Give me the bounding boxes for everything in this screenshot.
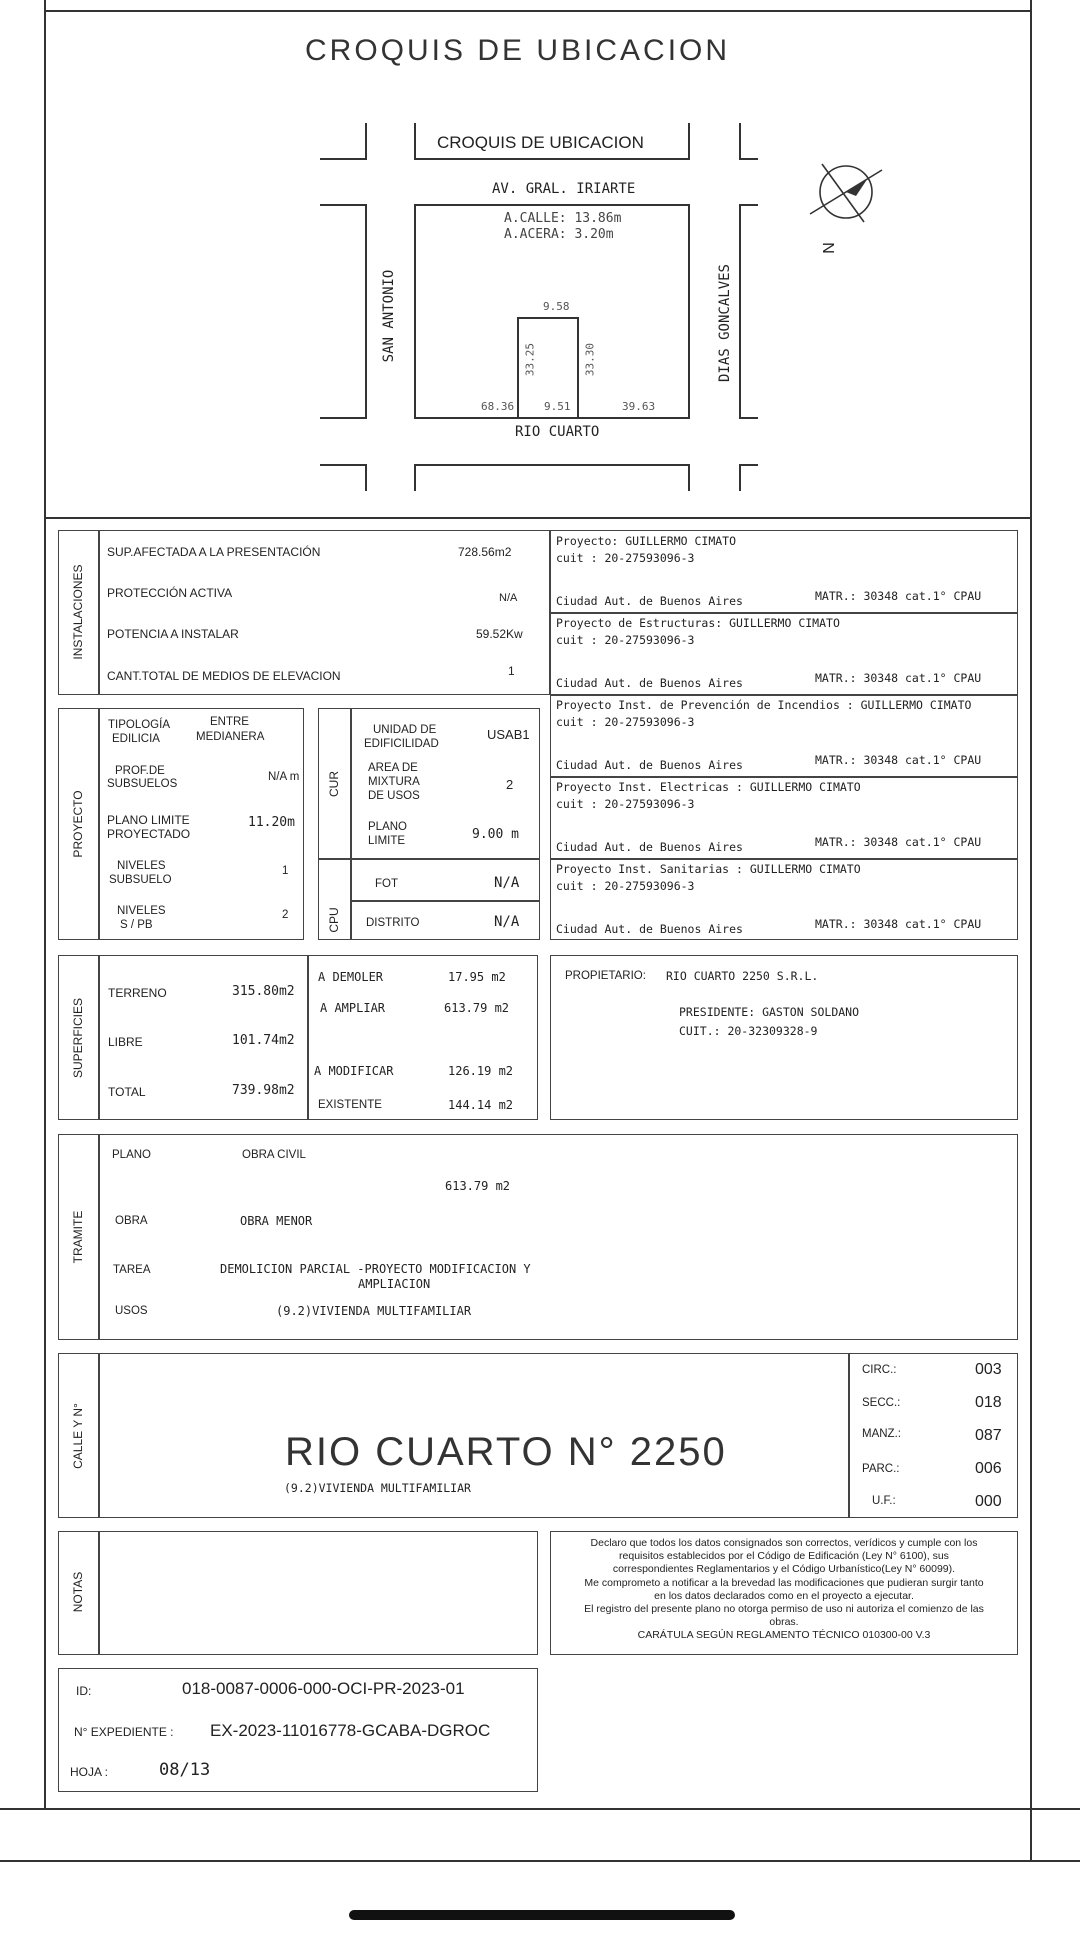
plano-limite-proyectado-label-2: PROYECTADO (107, 827, 191, 841)
libre-label: LIBRE (108, 1035, 143, 1049)
proyecto-section-label: PROYECTO (71, 790, 85, 858)
prof-divider-2 (550, 694, 1018, 696)
ampliar-value: 613.79 m2 (444, 1001, 510, 1015)
expediente-label: N° EXPEDIENTE : (74, 1725, 174, 1739)
croquis-main-title: CROQUIS DE UBICACION (305, 34, 731, 67)
potencia-value: 59.52Kw (476, 627, 523, 641)
id-value: 018-0087-0006-000-OCI-PR-2023-01 (182, 1679, 465, 1698)
tramite-divider (98, 1134, 100, 1340)
cpu-section-label: CPU (327, 907, 341, 933)
uf-value: 000 (975, 1493, 1002, 1510)
street-right-label: DIAS GONCALVES (717, 264, 733, 383)
distrito-label: DISTRITO (366, 917, 420, 929)
prof-divider-3 (550, 776, 1018, 778)
professional-matr: MATR.: 30348 cat.1° CPAU (815, 671, 982, 685)
tipologia-value-1: ENTRE (210, 716, 249, 728)
parc-value: 006 (975, 1460, 1002, 1477)
unidad-edificilidad-label-1: UNIDAD DE (373, 724, 437, 736)
cur-section-label: CUR (327, 771, 341, 797)
superficies-section-label: SUPERFICIES (71, 998, 85, 1079)
dim-right-vertical-label: 33.30 (583, 342, 597, 377)
notas-section-label: NOTAS (71, 1571, 85, 1613)
prof-subsuelos-label-1: PROF.DE (115, 765, 165, 777)
prof-subsuelos-value: N/A m (268, 771, 300, 783)
instalaciones-section-label: INSTALACIONES (71, 564, 85, 660)
medios-elevacion-label: CANT.TOTAL DE MEDIOS DE ELEVACION (107, 669, 341, 683)
professional-cuit: cuit : 20-27593096-3 (556, 715, 695, 729)
croquis-inner-title: CROQUIS DE UBICACION (437, 133, 644, 152)
street-left-label: SAN ANTONIO (381, 269, 397, 363)
croquis-bottom-border (44, 517, 1031, 519)
tramite-usos-label: USOS (115, 1305, 148, 1317)
niveles-subsuelo-value: 1 (282, 865, 289, 877)
fot-value: N/A (494, 875, 520, 891)
prof-divider-4 (550, 858, 1018, 860)
a-calle-label: A.CALLE: 13.86m (504, 211, 622, 226)
potencia-label: POTENCIA A INSTALAR (107, 627, 239, 641)
fot-distrito-divider (350, 900, 540, 902)
tramite-obra-value: OBRA MENOR (240, 1214, 313, 1228)
id-label: ID: (76, 1684, 92, 1698)
sup-afectada-value: 728.56m2 (458, 545, 512, 559)
professional-title: Proyecto Inst. Electricas : GUILLERMO CIMATO (556, 780, 861, 794)
declaration-line: CARÁTULA SEGÚN REGLAMENTO TÉCNICO 010300-00 V.3 (637, 1629, 931, 1642)
superficies-mid-divider (307, 955, 309, 1120)
tramite-section-label: TRAMITE (71, 1210, 85, 1264)
area-mixtura-label-3: DE USOS (368, 790, 420, 802)
declaration-line: Me comprometo a notificar a la brevedad las modificaciones que pudieran surgir tanto (584, 1576, 984, 1589)
manz-label: MANZ.: (862, 1428, 901, 1440)
tramite-tarea-label: TAREA (113, 1264, 151, 1276)
declaration-line: Declaro que todos los datos consignados son correctos, verídicos y cumple con los (590, 1537, 978, 1549)
secc-value: 018 (975, 1394, 1002, 1411)
medios-elevacion-value: 1 (508, 664, 515, 678)
niveles-subsuelo-label-2: SUBSUELO (109, 874, 172, 886)
plano-limite-proyectado-label-1: PLANO LIMITE (107, 813, 190, 827)
declaration-text (550, 1537, 1018, 1643)
address-subtitle: (9.2)VIVIENDA MULTIFAMILIAR (284, 1481, 471, 1495)
hoja-value: 08/13 (159, 1760, 211, 1780)
tramite-usos-value: (9.2)VIVIENDA MULTIFAMILIAR (276, 1304, 472, 1318)
demoler-label: A DEMOLER (318, 970, 384, 984)
professional-matr: MATR.: 30348 cat.1° CPAU (815, 753, 982, 767)
calle-section-label: CALLE Y N° (71, 1403, 85, 1469)
professional-city: Ciudad Aut. de Buenos Aires (556, 758, 743, 772)
modificar-label: A MODIFICAR (314, 1064, 394, 1078)
proteccion-activa-label: PROTECCIÓN ACTIVA (107, 586, 233, 600)
total-label: TOTAL (108, 1085, 146, 1099)
notas-divider (98, 1531, 100, 1655)
tipologia-value-2: MEDIANERA (196, 731, 265, 743)
professional-matr: MATR.: 30348 cat.1° CPAU (815, 589, 982, 603)
terreno-label: TERRENO (108, 986, 167, 1000)
modificar-value: 126.19 m2 (448, 1064, 514, 1078)
circ-value: 003 (975, 1361, 1002, 1378)
nomenclature-divider (848, 1353, 850, 1518)
professional-cuit: cuit : 20-27593096-3 (556, 551, 695, 565)
prof-divider-1 (550, 612, 1018, 614)
circ-label: CIRC.: (862, 1364, 897, 1376)
professional-matr: MATR.: 30348 cat.1° CPAU (815, 835, 982, 849)
tramite-plano-label: PLANO (112, 1149, 151, 1161)
proteccion-activa-value: N/A (499, 592, 518, 604)
professional-title: Proyecto Inst. Sanitarias : GUILLERMO CIMATO (556, 862, 861, 876)
professional-title: Proyecto: GUILLERMO CIMATO (556, 534, 737, 548)
fot-label: FOT (375, 878, 398, 890)
declaration-line: en los datos declarados como en el proyecto a ejecutar. (654, 1589, 914, 1602)
tramite-box (58, 1134, 1018, 1340)
home-indicator[interactable] (349, 1910, 735, 1920)
street-top-label: AV. GRAL. IRIARTE (492, 181, 636, 197)
declaration-line: requisitos establecidos por el Código de Edificación (Ley N° 6100), sus (619, 1550, 949, 1563)
secc-label: SECC.: (862, 1397, 901, 1409)
area-mixtura-label-2: MIXTURA (368, 776, 420, 788)
dim-top-label: 9.58 (543, 300, 570, 313)
professional-city: Ciudad Aut. de Buenos Aires (556, 840, 743, 854)
professional-city: Ciudad Aut. de Buenos Aires (556, 922, 743, 936)
plano-limite-label-2: LIMITE (368, 835, 406, 847)
professional-title: Proyecto de Estructuras: GUILLERMO CIMATO (556, 616, 840, 630)
professional-cuit: cuit : 20-27593096-3 (556, 879, 695, 893)
address-title: RIO CUARTO N° 2250 (285, 1430, 727, 1474)
plano-limite-proyectado-value: 11.20m (248, 815, 295, 830)
tipologia-label-2: EDILICIA (112, 733, 160, 745)
frame-left-border (44, 0, 46, 1808)
demoler-value: 17.95 m2 (448, 970, 506, 984)
prof-subsuelos-label-2: SUBSUELOS (107, 778, 178, 790)
area-mixtura-value: 2 (506, 777, 514, 792)
area-mixtura-label-1: AREA DE (368, 762, 418, 774)
total-value: 739.98m2 (232, 1083, 295, 1098)
notas-box (58, 1531, 538, 1655)
tipologia-label-1: TIPOLOGÍA (108, 719, 170, 731)
parc-label: PARC.: (862, 1463, 900, 1475)
professional-cuit: cuit : 20-27593096-3 (556, 797, 695, 811)
professional-cuit: cuit : 20-27593096-3 (556, 633, 695, 647)
street-bottom-label: RIO CUARTO (515, 424, 600, 440)
tramite-plano-value: OBRA CIVIL (242, 1149, 306, 1161)
propietario-cuit: CUIT.: 20-32309328-9 (679, 1024, 818, 1038)
sup-afectada-label: SUP.AFECTADA A LA PRESENTACIÓN (107, 545, 321, 559)
niveles-subsuelo-label-1: NIVELES (117, 860, 166, 872)
cur-divider (350, 708, 352, 940)
niveles-pb-label-2: S / PB (120, 919, 153, 931)
frame-top-border (44, 10, 1031, 12)
plano-limite-label-1: PLANO (368, 821, 407, 833)
tramite-tarea-value-1: DEMOLICION PARCIAL -PROYECTO MODIFICACION Y (220, 1262, 531, 1276)
manz-value: 087 (975, 1427, 1002, 1444)
hoja-label: HOJA : (70, 1765, 109, 1779)
tramite-area-value: 613.79 m2 (445, 1179, 511, 1193)
unidad-edificilidad-label-2: EDIFICILIDAD (364, 738, 439, 750)
distrito-value: N/A (494, 914, 520, 930)
uf-label: U.F.: (872, 1495, 896, 1507)
existente-value: 144.14 m2 (448, 1098, 514, 1112)
north-label: N (820, 242, 838, 254)
superficies-divider (98, 955, 100, 1120)
dim-bottom-right-label: 39.63 (622, 400, 656, 413)
terreno-value: 315.80m2 (232, 984, 295, 999)
libre-value: 101.74m2 (232, 1033, 295, 1048)
ampliar-label: A AMPLIAR (320, 1001, 386, 1015)
unidad-edificilidad-value: USAB1 (487, 727, 530, 742)
declaration-line: correspondientes Reglamentarios y el Código Urbanístico(Ley N° 60099). (612, 1563, 956, 1576)
proyecto-divider (98, 708, 100, 940)
frame-right-border (1030, 0, 1032, 1860)
declaration-line: obras. (769, 1616, 799, 1629)
cur-cpu-divider (318, 858, 540, 860)
professional-title: Proyecto Inst. de Prevención de Incendios : GUILLERMO CIMATO (556, 698, 972, 712)
professional-city: Ciudad Aut. de Buenos Aires (556, 594, 743, 608)
a-acera-label: A.ACERA: 3.20m (504, 227, 614, 242)
propietario-name: RIO CUARTO 2250 S.R.L. (666, 969, 819, 983)
tramite-tarea-value-2: AMPLIACION (358, 1277, 431, 1291)
plano-limite-value: 9.00 m (472, 827, 519, 842)
sheet-lower-line (0, 1860, 1080, 1862)
expediente-value: EX-2023-11016778-GCABA-DGROC (210, 1721, 491, 1740)
presidente-text: PRESIDENTE: GASTON SOLDANO (679, 1005, 860, 1019)
dim-left-vertical-label: 33.25 (523, 342, 537, 377)
professional-matr: MATR.: 30348 cat.1° CPAU (815, 917, 982, 931)
calle-divider (98, 1353, 100, 1518)
professional-city: Ciudad Aut. de Buenos Aires (556, 676, 743, 690)
instalaciones-divider (98, 530, 100, 695)
tramite-obra-label: OBRA (115, 1215, 148, 1227)
declaration-line: El registro del presente plano no otorga permiso de uso ni autoriza el comienzo de las (584, 1603, 984, 1616)
north-arrow-icon (806, 158, 886, 258)
dim-bottom-left-label: 68.36 (481, 400, 515, 413)
dim-bottom-mid-label: 9.51 (544, 400, 571, 413)
niveles-pb-label-1: NIVELES (117, 905, 166, 917)
existente-label: EXISTENTE (318, 1099, 382, 1111)
sheet-bottom-line (0, 1808, 1080, 1810)
niveles-pb-value: 2 (282, 909, 289, 921)
propietario-label: PROPIETARIO: (565, 970, 646, 982)
